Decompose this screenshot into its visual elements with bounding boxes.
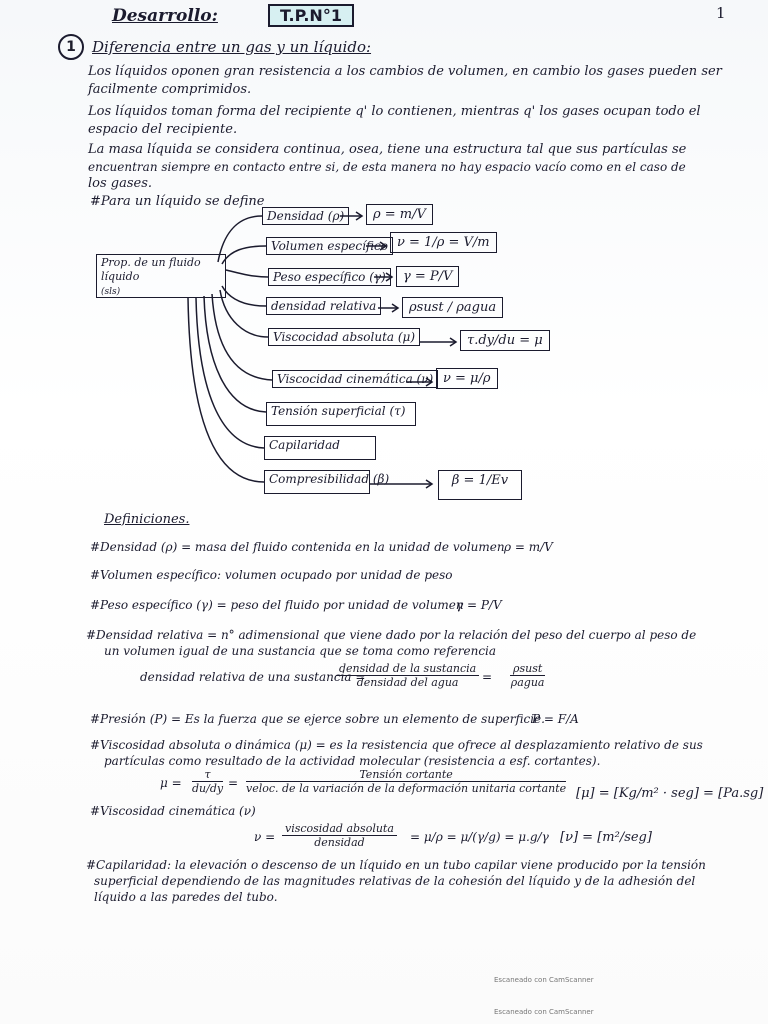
kinematic-viscosity-lhs: ν = — [254, 830, 276, 844]
prop-absolute-viscosity: Viscocidad absoluta (μ) — [268, 328, 420, 346]
diagram-lead: #Para un líquido se define — [90, 194, 265, 209]
definition-capillarity: superficial dependiendo de las magnitudes relativas de la cohesión del líquido y de la adhesión del — [94, 874, 696, 888]
prop-relative-density: densidad relativa — [266, 297, 381, 315]
definition-capillarity: líquido a las paredes del tubo. — [94, 890, 278, 904]
definition-kinematic-viscosity: #Viscosidad cinemática (ν) — [90, 804, 256, 818]
definition-density: #Densidad (ρ) = masa del fluido contenida en la unidad de volumen — [90, 540, 505, 554]
prop-specific-volume: Volumen específico — [266, 237, 393, 255]
relative-density-eq: = — [482, 670, 493, 684]
definition-pressure-formula: P = F/A — [532, 712, 579, 726]
intro-line: facilmente comprimidos. — [88, 82, 252, 97]
formula-relative-density: ρsust / ρagua — [402, 297, 503, 318]
absolute-viscosity-fraction: $\frac{\tau}{du/dy}$ — [192, 768, 224, 795]
definition-capillarity: #Capilaridad: la elevación o descenso de un líquido en un tubo capilar viene producido por la tensión — [86, 858, 706, 872]
definitions-title: Definiciones. — [104, 512, 190, 527]
prop-capillarity: Capilaridad — [264, 436, 376, 460]
absolute-viscosity-units: [μ] = [Kg/m² · seg] = [Pa.sg] — [576, 786, 764, 801]
intro-line: espacio del recipiente. — [88, 122, 238, 137]
formula-specific-volume: ν = 1/ρ = V/m — [390, 232, 497, 253]
prop-density: Densidad (ρ) — [262, 207, 349, 225]
absolute-viscosity-lhs: μ = — [160, 776, 182, 790]
kinematic-viscosity-units: [ν] = [m²/seg] — [560, 830, 652, 845]
prop-kinematic-viscosity: Viscocidad cinemática (ν) — [272, 370, 438, 388]
scanner-watermark: Escaneado con CamScanner — [494, 1008, 594, 1016]
question-number: 1 — [58, 34, 84, 60]
intro-line: Los líquidos toman forma del recipiente q' lo contienen, mientras q' los gases ocupan todo el — [88, 104, 701, 119]
relative-density-ratio: ρsust ρagua — [510, 662, 545, 689]
tp-label: T.P.N°1 — [268, 4, 354, 27]
kinematic-viscosity-fraction: viscosidad absoluta densidad — [282, 822, 397, 849]
kinematic-viscosity-chain: = μ/ρ = μ/(γ/g) = μ.g/γ — [410, 830, 549, 844]
absolute-viscosity-words: Tensión cortante veloc. de la variación de la deformación unitaria cortante — [246, 768, 567, 795]
absolute-viscosity-eq: = — [228, 776, 239, 790]
definition-specific-weight-formula: γ = P/V — [456, 598, 502, 612]
prop-compressibility: Compresibilidad (β) — [264, 470, 370, 494]
prop-specific-weight: Peso específico (γ) — [268, 268, 391, 286]
definition-density-formula: ρ = m/V — [504, 540, 553, 554]
definition-pressure: #Presión (P) = Es la fuerza que se ejerce sobre un elemento de superficie. — [90, 712, 545, 726]
definition-relative-density: un volumen igual de una sustancia que se toma como referencia — [104, 644, 497, 658]
definition-specific-weight: #Peso específico (γ) = peso del fluido por unidad de volumen — [90, 598, 464, 612]
relative-density-fraction: densidad de la sustancia densidad del agua — [336, 662, 479, 689]
definition-absolute-viscosity: #Viscosidad absoluta o dinámica (μ) = es la resistencia que ofrece al desplazamiento relativo de sus — [90, 738, 703, 752]
intro-line: La masa líquida se considera continua, osea, tiene una estructura tal que sus partículas se — [88, 142, 687, 157]
formula-density: ρ = m/V — [366, 204, 433, 225]
question-title: Diferencia entre un gas y un líquido: — [92, 38, 372, 56]
intro-line: encuentran siempre en contacto entre si, de esta manera no hay espacio vacío como en el caso de — [88, 160, 686, 174]
intro-line: los gases. — [88, 176, 153, 191]
formula-specific-weight: γ = P/V — [396, 266, 459, 287]
page-number: 1 — [716, 4, 726, 22]
diagram-root: Prop. de un fluido líquido (sls) — [96, 254, 226, 298]
formula-compressibility: β = 1/Ev — [438, 470, 522, 500]
formula-kinematic-viscosity: ν = μ/ρ — [436, 368, 498, 389]
formula-absolute-viscosity: τ.dy/du = μ — [460, 330, 550, 351]
scanner-watermark: Escaneado con CamScanner — [494, 976, 594, 984]
prop-surface-tension: Tensión superficial (τ) — [266, 402, 416, 426]
definition-relative-density: #Densidad relativa = n° adimensional que viene dado por la relación del peso del cuerpo al peso de — [86, 628, 697, 642]
definition-absolute-viscosity: partículas como resultado de la actividad molecular (resistencia a esf. cortantes). — [104, 754, 601, 768]
section-heading: Desarrollo: — [112, 6, 218, 26]
definition-specific-volume: #Volumen específico: volumen ocupado por unidad de peso — [90, 568, 453, 582]
intro-line: Los líquidos oponen gran resistencia a los cambios de volumen, en cambio los gases pueden ser — [88, 64, 722, 79]
relative-density-lhs: densidad relativa de una sustancia = — [140, 670, 366, 684]
